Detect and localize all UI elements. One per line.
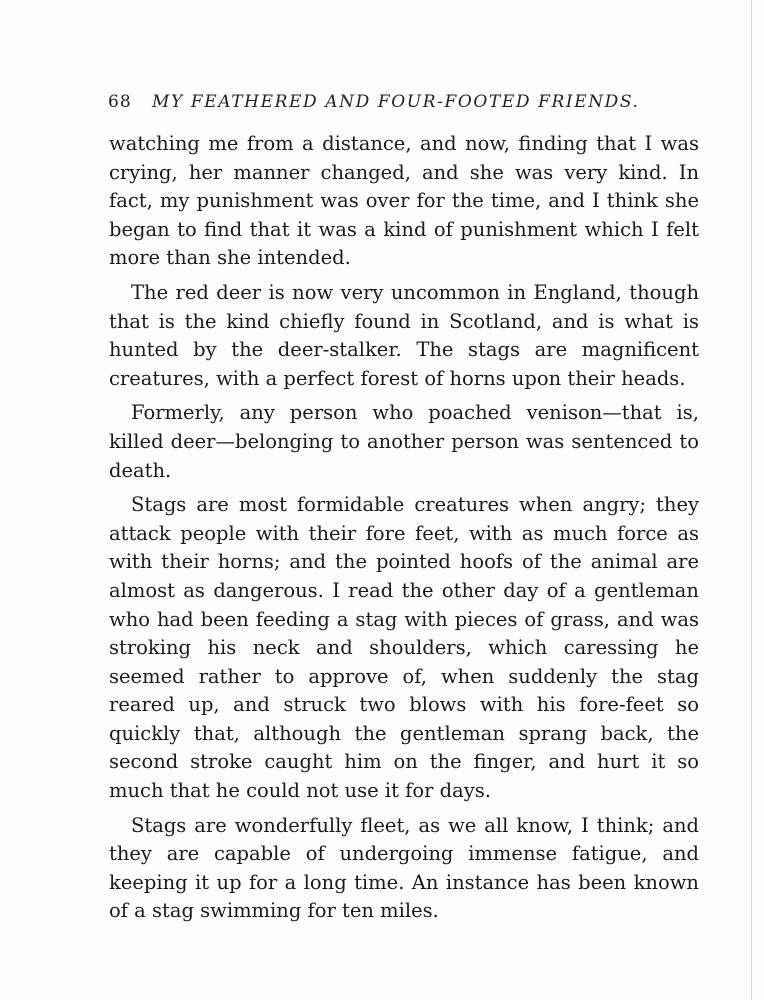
paragraph-1: watching me from a distance, and now, finding that I was crying, her manner changed, and she was very kind. In fact, my punishment was over for the time, and I think she began to find that it was a kind of punishment which I felt more than she intended. [109,132,699,270]
page-number: 68 [108,92,132,112]
paragraph-3: Formerly, any person who poached venison—that is, killed deer—belonging to another person was sentenced to death. [109,401,699,482]
paragraph-5: Stags are wonderfully fleet, as we all know, I think; and they are capable of undergoing immense fatigue, and keeping it up for a long time. An instance has been known of a stag swimming for ten miles. [109,813,699,923]
running-title: MY FEATHERED AND FOUR-FOOTED FRIENDS. [152,92,640,112]
running-header [108,92,688,112]
paragraph-4: Stags are most formidable creatures when angry; they attack people with their fore feet, with as much force as with their horns; and the pointed hoofs of the animal are almost as dangerous. I read the other day of a gentleman who had been feeding a stag with pieces of grass, and was stroking his neck and shoulders, which caressing he seemed rather to approve of, when suddenly the stag reared up, and struck two blows with his fore-feet so quickly that, although the gentleman sprang back, the second stroke caught him on the finger, and hurt it so much that he could not use it for days. [109,493,699,803]
paragraph-2: The red deer is now very uncommon in England, though that is the kind chiefly found in Scotland, and is what is hunted by the deer-stalker. The stags are magnificent creatures, with a perfect forest of horns upon their heads. [109,280,699,390]
page-edge-line [751,0,752,1000]
body-text [109,130,699,926]
